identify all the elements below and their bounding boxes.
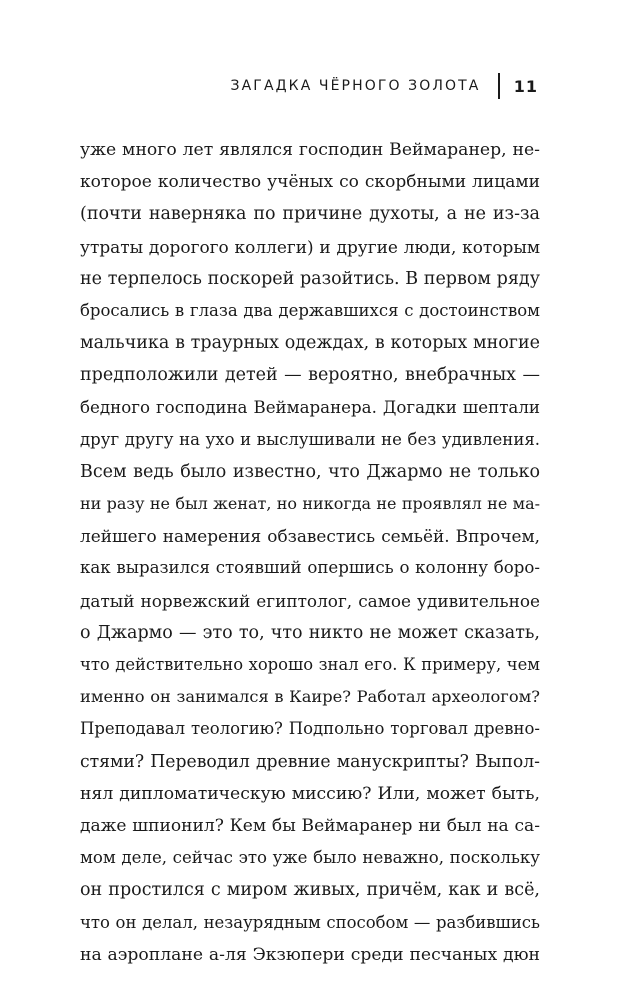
header-divider [498,73,499,99]
text-line: не терпелось поскорей разойтись. В первом ряду [80,268,540,289]
text-line: что действительно хорошо знал его. К примеру, чем [80,655,540,674]
text-line: бедного господина Веймаранера. Догадки шептали [80,397,540,417]
text-line: что он делал, незаурядным способом — разбившись [80,912,540,932]
text-line: лейшего намерения обзавестись семьёй. Впрочем, [80,526,540,547]
text-line: друг другу на ухо и выслушивали не без удивления. [80,429,540,449]
text-line: предположили детей — вероятно, внебрачных — [80,365,540,386]
text-line: утраты дорогого коллеги) и другие люди, которым [80,236,540,257]
text-line: как выразился стоявший опершись о колонну боро- [80,558,540,578]
text-line: Всем ведь было известно, что Джармо не только [80,461,540,482]
text-line: на аэроплане а-ля Экзюпери среди песчаных дюн [80,944,540,965]
text-line: нял дипломатическую миссию? Или, может быть, [80,783,540,804]
text-line: ни разу не был женат, но никогда не проявлял не ма- [80,494,540,514]
text-line: о Джармо — это то, что никто не может сказать, [80,622,540,643]
text-line: уже много лет являлся господин Веймаранер, не- [80,140,540,160]
body-text [80,134,540,971]
text-line: Преподавал теологию? Подпольно торговал древно- [80,719,540,739]
text-line: датый норвежский египтолог, самое удивительное [80,590,540,611]
text-line: (почти наверняка по причине духоты, а не из-за [80,204,540,225]
running-head [231,71,538,101]
page-number: 11 [513,76,538,96]
text-line: стями? Переводил древние манускрипты? Выпол- [80,751,540,772]
text-line: мальчика в траурных одеждах, в которых многие [80,333,540,354]
text-line: он простился с миром живых, причём, как и всё, [80,880,540,901]
text-line: даже шпионил? Кем бы Веймаранер ни был на са- [80,815,540,836]
text-line: бросались в глаза два державшихся с достоинством [80,300,540,320]
text-line: мом деле, сейчас это уже было неважно, поскольку [80,848,540,868]
text-line: именно он занимался в Каире? Работал археологом? [80,687,540,707]
running-title: ЗАГАДКА ЧЁРНОГО ЗОЛОТА [230,78,481,94]
text-line: которое количество учёных со скорбными лицами [80,172,540,193]
